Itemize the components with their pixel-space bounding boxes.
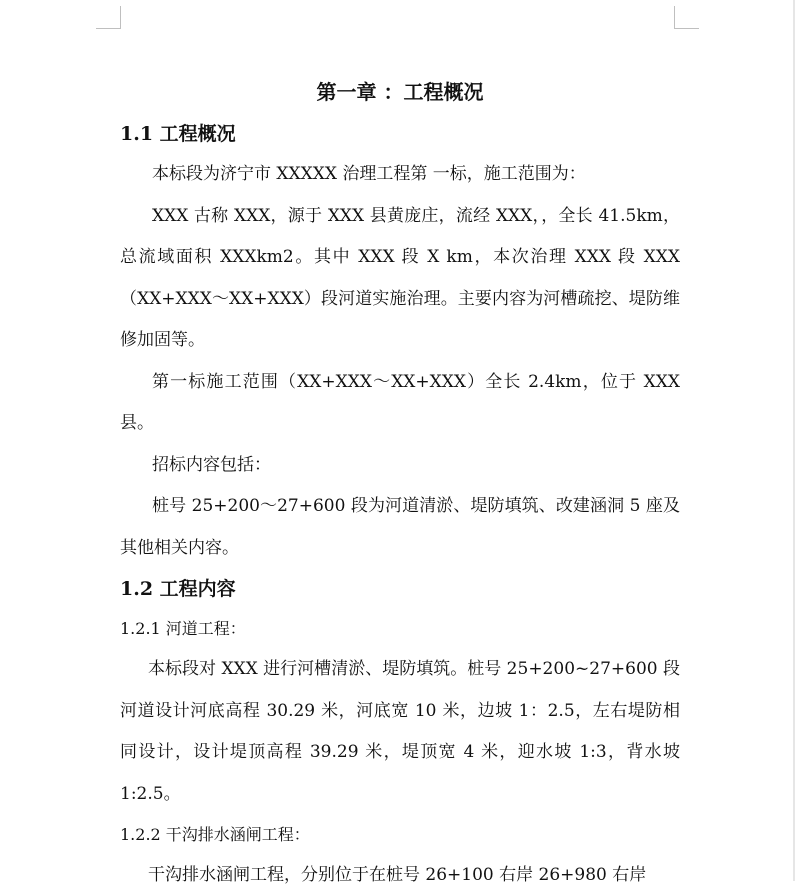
crop-mark-top-left [96, 6, 121, 29]
paragraph-bid-contents: 桩号 25+200～27+600 段为河道清淤、堤防填筑、改建涵洞 5 座及其他相关内容。 [120, 496, 680, 558]
paragraph-river-works: 本标段对 XXX 进行河槽清淤、堤防填筑。桩号 25+200~27+600 段河道设计河底高程 30.29 米，河底宽 10 米，边坡 1：2.5，左右堤防相同设计，设计堤顶高程 39.29 米，堤顶宽 4 米，迎水坡 1:3，背水坡 1:2.5。 [120, 659, 680, 804]
chapter-title: 第一章 ：工程概况 [316, 80, 484, 104]
crop-mark-top-right [674, 6, 699, 29]
paragraph-scope: 本标段为济宁市 XXXXX 治理工程第 一标，施工范围为： [152, 164, 586, 184]
section-heading-1-2: 1.2 工程内容 [120, 578, 236, 600]
subsection-heading-1-2-2: 1.2.2 干沟排水涵闸工程： [120, 825, 310, 844]
subsection-heading-1-2-1: 1.2.1 河道工程： [120, 619, 246, 638]
section-heading-1-1: 1.1 工程概况 [120, 123, 236, 145]
paragraph-bid-intro: 招标内容包括： [152, 454, 271, 475]
paragraph-river-overview: XXX 古称 XXX，源于 XXX 县黄庞庄，流经 XXX，，全长 41.5km，总流域面积 XXXkm2。其中 XXX 段 X km，本次治理 XXX 段 XXX（XX+XXX～XX+XXX）段河道实施治理。主要内容为河槽疏挖、堤防维修加固等。 [120, 205, 680, 350]
document-page [120, 70, 680, 885]
paragraph-drainage-sluice: 干沟排水涵闸工程，分别位于在桩号 26+100 右岸 26+980 右岸 [148, 865, 647, 885]
paragraph-section-range: 第一标施工范围（XX+XXX～XX+XXX）全长 2.4km，位于 XXX 县。 [120, 371, 680, 433]
